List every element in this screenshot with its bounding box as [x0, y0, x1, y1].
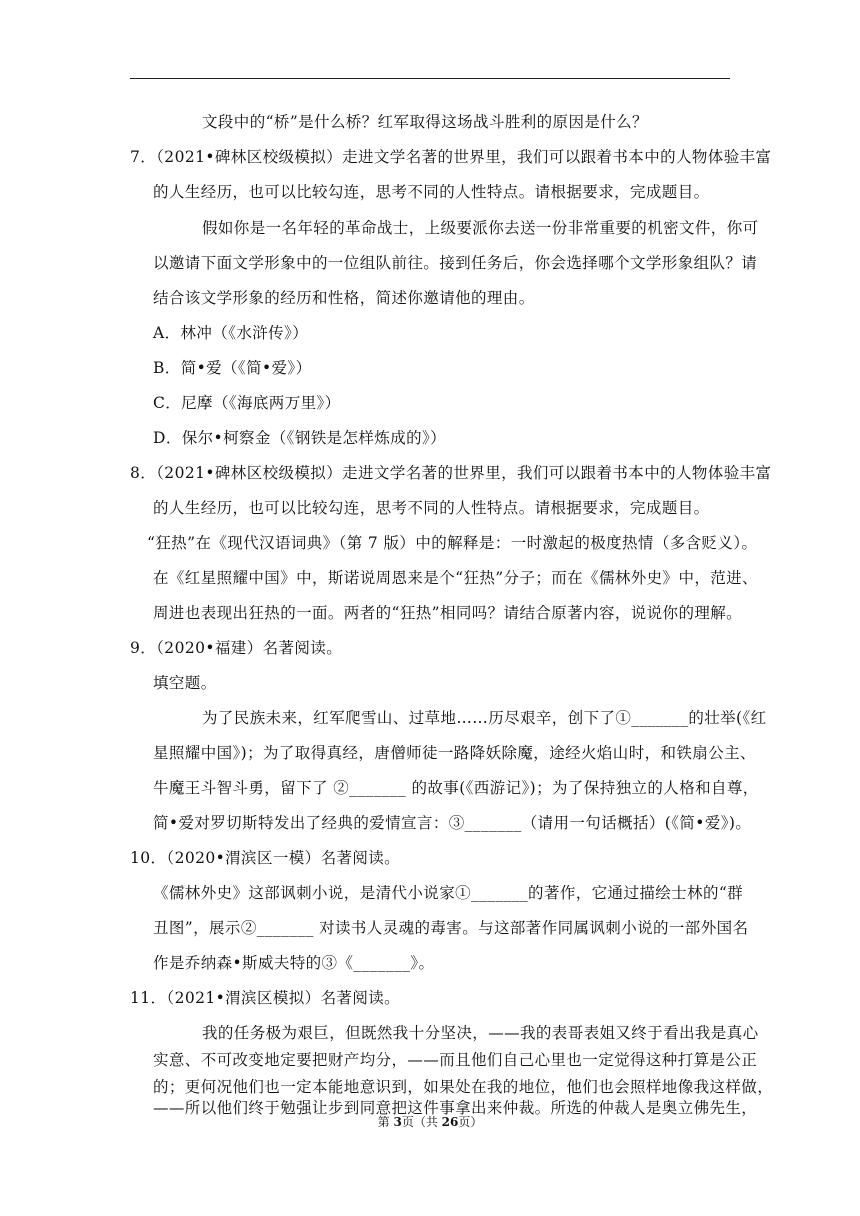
option-a: A．林冲（《水浒传》）: [153, 324, 309, 342]
text-line: 文段中的“桥”是什么桥？红军取得这场战斗胜利的原因是什么？: [202, 113, 648, 131]
text-line: 周进也表现出狂热的一面。两者的“狂热”相同吗？请结合原著内容，说说你的理解。: [153, 604, 743, 622]
option-d: D．保尔•柯察金（《钢铁是怎样炼成的》）: [153, 429, 447, 447]
text-line: 我的任务极为艰巨，但既然我十分坚决，——我的表哥表姐又终于看出我是真心: [202, 1024, 759, 1042]
option-c: C．尼摩（《海底两万里》）: [153, 394, 341, 412]
text-line: 为了民族未来，红军爬雪山、过草地……历尽艰辛，创下了①_______的壮举(《红: [202, 709, 767, 727]
text-line: 简•爱对罗切斯特发出了经典的爱情宣言：③_______（请用一句话概括）(《简•爱》)。: [153, 814, 752, 832]
question-9-stem: 9．（2020•福建）名著阅读。: [130, 639, 343, 657]
page-footer: [0, 1114, 860, 1130]
text-line: 填空题。: [153, 674, 217, 692]
text-line: 以邀请下面文学形象中的一位组队前往。接到任务后，你会选择哪个文学形象组队？请: [153, 254, 758, 272]
question-10-stem: 10．（2020•渭滨区一模）名著阅读。: [130, 849, 401, 867]
text-line: “狂热”在《现代汉语词典》（第 7 版）中的解释是：一时激起的极度热情（多含贬义）。: [147, 534, 758, 552]
text-line: 牛魔王斗智斗勇，留下了 ②_______ 的故事(《西游记》)；为了保持独立的人格和自尊，: [153, 779, 759, 797]
header-rule: [130, 78, 730, 79]
text-line: 《儒林外史》这部讽刺小说，是清代小说家①_______的著作，它通过描绘士林的“群: [153, 884, 744, 902]
question-8-stem: 8．（2021•碑林区校级模拟）走进文学名著的世界里，我们可以跟着书本中的人物体验丰富: [130, 464, 772, 482]
text-line: 作是乔纳森•斯威夫特的③《_______》。: [153, 954, 435, 972]
text-line: 星照耀中国》)；为了取得真经，唐僧师徒一路降妖除魔，途经火焰山时，和铁扇公主、: [153, 744, 756, 762]
text-line: 丑图”，展示②_______ 对读书人灵魂的毒害。与这部著作同属讽刺小说的一部外国名: [153, 919, 749, 937]
current-page: 3: [393, 1115, 402, 1129]
text-line: 的人生经历，也可以比较勾连，思考不同的人性特点。请根据要求，完成题目。: [153, 499, 710, 517]
footer-middle: 页（共: [401, 1115, 442, 1129]
text-line: ——所以他们终于勉强让步到同意把这件事拿出来仲裁。所选的仲裁人是奥立佛先生，: [153, 1099, 758, 1117]
option-b: B．简•爱（《简•爱》）: [153, 359, 312, 377]
text-line: 的人生经历，也可以比较勾连，思考不同的人性特点。请根据要求，完成题目。: [153, 183, 710, 201]
footer-suffix: 页）: [458, 1115, 483, 1129]
text-line: 假如你是一名年轻的革命战士，上级要派你去送一份非常重要的机密文件，你可: [202, 219, 759, 237]
question-7-stem: 7．（2021•碑林区校级模拟）走进文学名著的世界里，我们可以跟着书本中的人物体验丰富: [130, 148, 772, 166]
footer-prefix: 第: [377, 1115, 394, 1129]
question-11-stem: 11．（2021•渭滨区模拟）名著阅读。: [130, 989, 401, 1007]
total-pages: 26: [441, 1115, 459, 1129]
text-line: 的；更何况他们也一定本能地意识到，如果处在我的地位，他们也会照样地像我这样做，: [153, 1078, 774, 1096]
text-line: 实意、不可改变地定要把财产均分，——而且他们自己心里也一定觉得这种打算是公正: [153, 1051, 758, 1069]
text-line: 结合该文学形象的经历和性格，简述你邀请他的理由。: [153, 289, 535, 307]
text-line: 在《红星照耀中国》中，斯诺说周恩来是个“狂热”分子；而在《儒林外史》中，范进、: [153, 569, 758, 587]
